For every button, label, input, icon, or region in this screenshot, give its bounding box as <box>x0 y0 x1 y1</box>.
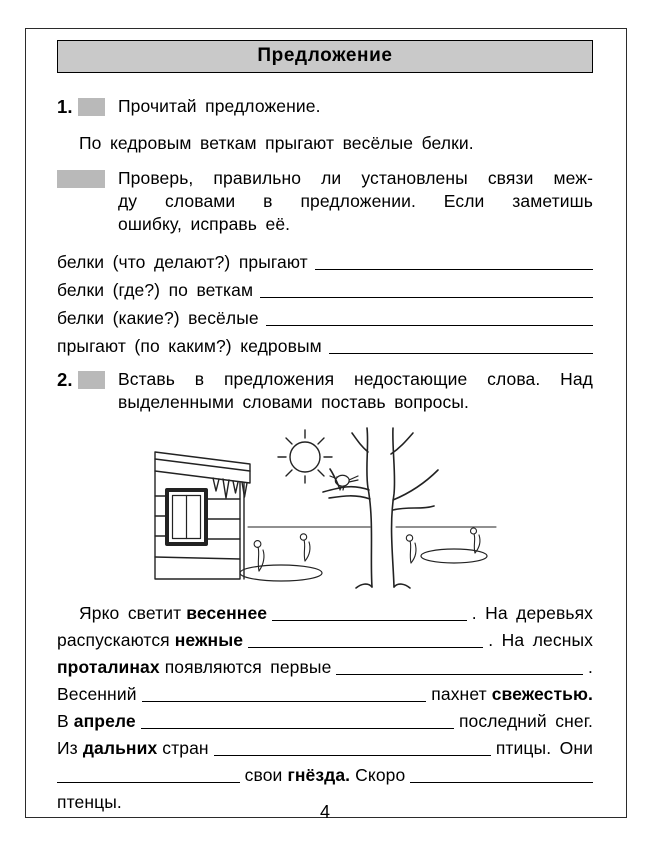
exercise-1-task <box>118 95 593 118</box>
text-segment: . <box>588 657 593 677</box>
answer-blank[interactable] <box>266 325 593 326</box>
page-number: 4 <box>319 802 330 822</box>
house-with-icicles <box>155 452 250 579</box>
text-segment: Ярко светит <box>79 603 182 623</box>
exercise-2-marker-strip <box>78 371 105 389</box>
check-task-line-3: ошибку, исправь её. <box>118 214 291 234</box>
answer-blank[interactable] <box>142 701 427 702</box>
text-segment: распускаются <box>57 630 170 650</box>
text-segment: Из <box>57 738 78 758</box>
exercise-2-task-line-1: Вставь в предложения недостающие слова. Над <box>118 369 593 389</box>
example-sentence: По кедровым веткам прыгают весёлые белки. <box>79 133 474 153</box>
exercise-2-task-line-2: выделенными словами поставь вопросы. <box>118 392 470 412</box>
highlighted-word: апреле <box>73 711 136 731</box>
exercise-1-marker-strip <box>78 98 105 116</box>
relation-text: белки (что делают?) прыгают <box>57 252 308 272</box>
tree <box>323 428 438 588</box>
highlighted-word: свежестью. <box>491 684 593 704</box>
answer-blank[interactable] <box>248 647 483 648</box>
answer-blank[interactable] <box>410 782 593 783</box>
fill-line <box>57 627 593 654</box>
fill-line <box>57 654 593 681</box>
relation-line <box>57 276 593 304</box>
text-segment: . На деревьях <box>471 603 593 623</box>
relation-line <box>57 304 593 332</box>
worksheet-title <box>57 40 593 73</box>
fill-line <box>57 762 593 789</box>
text-segment: птицы. Они <box>495 738 593 758</box>
highlighted-word: весеннее <box>186 603 268 623</box>
bird-icon <box>330 475 358 490</box>
puddles <box>240 549 487 581</box>
text-segment: птенцы. <box>57 792 122 812</box>
exercise-1-header <box>57 95 593 119</box>
relation-text: белки (какие?) весёлые <box>57 308 259 328</box>
text-segment: Скоро <box>355 765 406 785</box>
answer-blank[interactable] <box>141 728 454 729</box>
check-task-line-2: ду словами в предложении. Если заметишь <box>118 191 593 211</box>
worksheet-content <box>57 40 593 816</box>
relation-text: белки (где?) по веткам <box>57 280 254 300</box>
answer-blank[interactable] <box>260 297 593 298</box>
answer-blank[interactable] <box>272 620 467 621</box>
check-task <box>118 167 593 236</box>
check-task-marker-strip <box>57 170 105 188</box>
answer-blank[interactable] <box>214 755 491 756</box>
text-segment: . На лесных <box>488 630 593 650</box>
answer-blank[interactable] <box>315 269 593 270</box>
text-segment: стран <box>162 738 209 758</box>
text-segment: Весенний <box>57 684 137 704</box>
worksheet-title-text: Предложение <box>257 45 393 66</box>
exercise-2-task <box>118 368 593 414</box>
relation-line <box>57 332 593 360</box>
highlighted-word: гнёзда. <box>287 765 351 785</box>
fill-line <box>57 681 593 708</box>
highlighted-word: дальних <box>82 738 158 758</box>
answer-blank[interactable] <box>57 782 240 783</box>
text-segment: В <box>57 711 69 731</box>
spring-scene-svg <box>153 426 498 591</box>
exercise-1-number: 1. <box>57 96 73 117</box>
highlighted-word: проталинах <box>57 657 160 677</box>
highlighted-word: нежные <box>174 630 244 650</box>
answer-blank[interactable] <box>329 353 593 354</box>
exercise-2-number: 2. <box>57 369 73 390</box>
sun-icon <box>278 430 332 483</box>
text-segment: последний снег. <box>458 711 593 731</box>
text-segment: пахнет <box>431 684 487 704</box>
exercise-2-header <box>57 368 593 414</box>
text-segment: появляются первые <box>164 657 332 677</box>
exercise-1-task-text: Прочитай предложение. <box>118 96 321 116</box>
relation-line <box>57 248 593 276</box>
check-task-header <box>57 167 593 236</box>
fill-line <box>57 600 593 627</box>
answer-blank[interactable] <box>336 674 583 675</box>
spring-illustration <box>57 426 593 596</box>
word-relations-list <box>57 248 593 360</box>
relation-text: прыгают (по каким?) кедровым <box>57 336 322 356</box>
fill-in-paragraph <box>57 600 593 816</box>
fill-line <box>57 735 593 762</box>
fill-line <box>57 708 593 735</box>
bird-eye <box>336 476 338 478</box>
check-task-line-1: Проверь, правильно ли установлены связи меж- <box>118 168 593 188</box>
text-segment: свои <box>244 765 283 785</box>
